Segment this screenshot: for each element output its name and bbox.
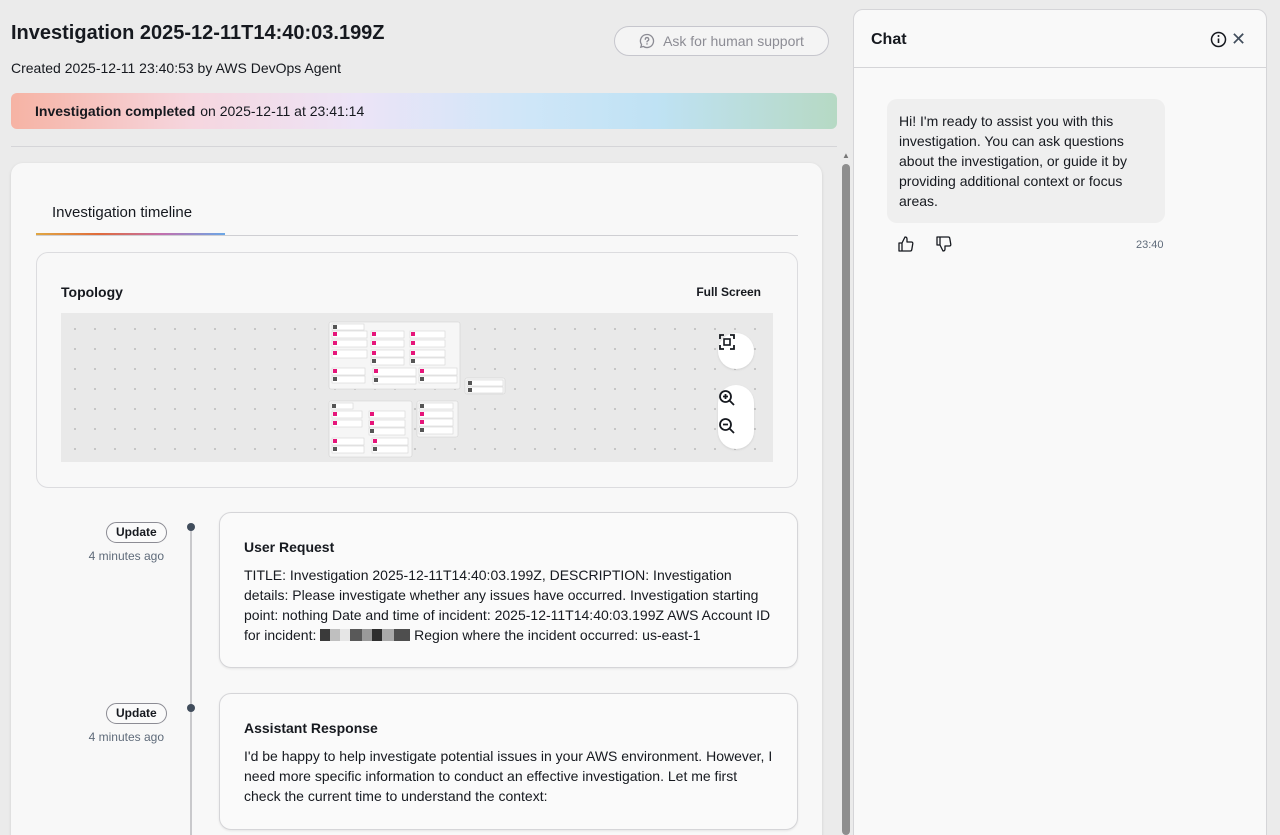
chat-help-icon	[639, 33, 655, 49]
full-screen-link[interactable]: Full Screen	[696, 285, 761, 299]
chat-message: Hi! I'm ready to assist you with this investigation. You can ask questions about the investigation, or guide it by providing additional context or focus areas.	[887, 99, 1165, 223]
update-badge: Update	[106, 522, 167, 543]
chat-title: Chat	[871, 31, 907, 48]
zoom-in-button[interactable]	[718, 389, 754, 417]
zoom-out-button[interactable]	[718, 417, 754, 445]
topology-graph[interactable]	[61, 313, 773, 462]
zoom-in-icon	[718, 389, 736, 407]
thumbs-up-icon[interactable]	[897, 235, 915, 253]
info-icon[interactable]	[1210, 31, 1227, 48]
entry-body: I'd be happy to help investigate potential issues in your AWS environment. However, I need more specific information to conduct an effective investigation. Let me first check the current time to understand the context:	[244, 748, 773, 804]
support-button-label: Ask for human support	[663, 33, 804, 49]
status-text: Investigation completed	[35, 103, 196, 119]
page-title: Investigation 2025-12-11T14:40:03.199Z	[11, 22, 385, 44]
scrollbar-thumb[interactable]	[842, 164, 850, 835]
chat-message-time: 23:40	[1136, 239, 1164, 251]
timeline-line	[190, 530, 192, 835]
chat-header-divider	[854, 67, 1266, 68]
status-detail: on 2025-12-11 at 23:41:14	[200, 103, 365, 119]
timeline-dot	[187, 704, 195, 712]
chat-panel	[853, 9, 1267, 835]
entry-title: User Request	[244, 539, 335, 555]
topology-panel	[36, 252, 798, 488]
timestamp: 4 minutes ago	[88, 730, 164, 744]
topology-nodes-group-1[interactable]	[332, 324, 457, 384]
fit-view-button[interactable]	[718, 333, 754, 369]
page-subtitle: Created 2025-12-11 23:40:53 by AWS DevOps Agent	[11, 60, 341, 76]
timestamp: 4 minutes ago	[88, 549, 164, 563]
scroll-up-arrow-icon[interactable]: ▲	[842, 151, 850, 160]
tab-bar-divider	[36, 235, 798, 236]
timeline-entry-assistant-response	[219, 693, 798, 830]
entry-body-text: TITLE: Investigation 2025-12-11T14:40:03.199Z, DESCRIPTION: Investigation details: Please investigate whether any issues have occurred. Investigation starting point: nothing Date and time of incident: 2025-12-11T14:40:03.199Z AWS Account ID for incident:	[244, 567, 771, 643]
timeline-entry-user-request	[219, 512, 798, 668]
entry-title: Assistant Response	[244, 720, 378, 736]
timeline-dot	[187, 523, 195, 531]
zoom-controls	[718, 385, 754, 449]
topology-graph-canvas[interactable]	[61, 313, 773, 462]
zoom-out-icon	[718, 417, 736, 435]
status-banner	[11, 93, 837, 129]
entry-body-text-suffix: Region where the incident occurred: us-east-1	[414, 627, 701, 643]
entry-body	[244, 565, 773, 645]
investigation-card	[11, 163, 822, 835]
fit-view-icon	[718, 333, 736, 351]
update-badge: Update	[106, 703, 167, 724]
ask-human-support-button[interactable]	[614, 26, 829, 56]
redacted-account-id	[320, 629, 410, 641]
header-divider	[11, 146, 837, 147]
topology-title: Topology	[61, 284, 123, 300]
tab-investigation-timeline[interactable]: Investigation timeline	[52, 204, 193, 221]
thumbs-down-icon[interactable]	[935, 235, 953, 253]
close-icon[interactable]: ✕	[1231, 29, 1247, 49]
